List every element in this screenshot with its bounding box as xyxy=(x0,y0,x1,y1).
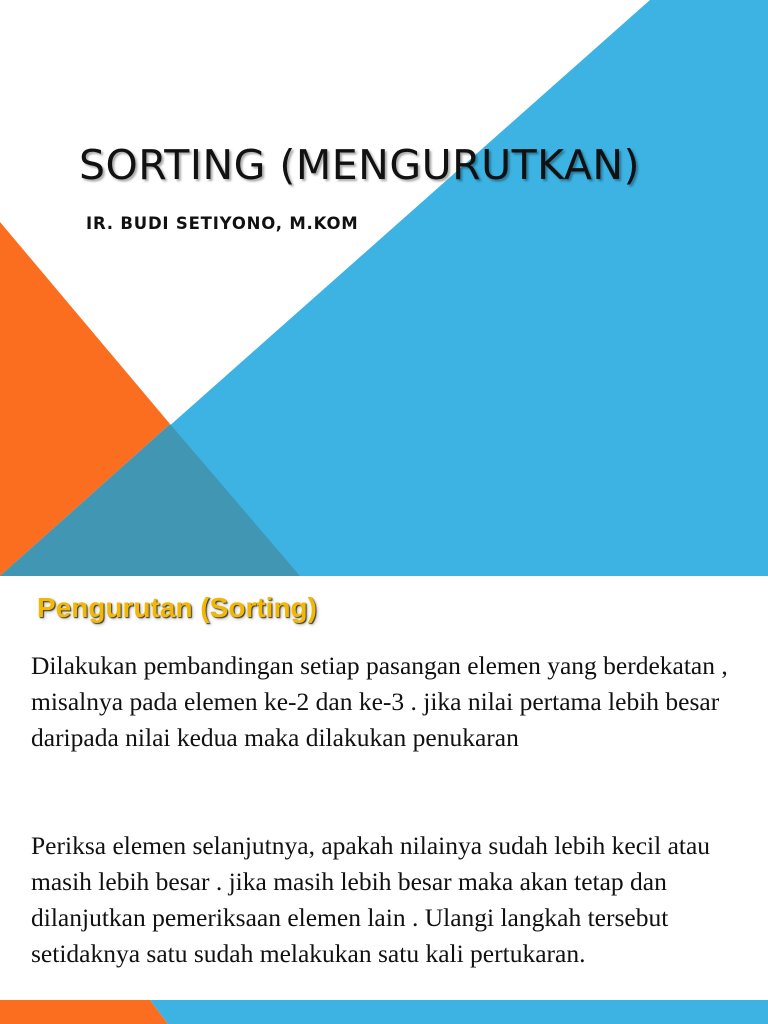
slide-subtitle-author: IR. BUDI SETIYONO, M.KOM xyxy=(86,214,359,233)
content-slide xyxy=(0,576,768,1024)
content-heading: Pengurutan (Sorting) xyxy=(37,592,317,623)
content-paragraph-1: Dilakukan pembandingan setiap pasangan elemen yang berdekatan , misalnya pada elemen ke-2 dan ke-3 . jika nilai pertama lebih besar daripada nilai kedua maka dilakukan penukaran xyxy=(31,651,728,752)
content-paragraph-2: Periksa elemen selanjutnya, apakah nilainya sudah lebih kecil atau masih lebih besar . jika masih lebih besar maka akan tetap dan dilanjutkan pemeriksaan elemen lain . Ulangi langkah tersebut setidaknya satu sudah melakukan satu kali pertukaran. xyxy=(31,831,711,968)
next-slide-edge-shapes xyxy=(0,1000,768,1024)
slide-title: SORTING (MENGURUTKAN) xyxy=(79,141,641,189)
bottom-blue-shape xyxy=(150,1000,768,1024)
bottom-orange-shape xyxy=(0,1000,168,1024)
